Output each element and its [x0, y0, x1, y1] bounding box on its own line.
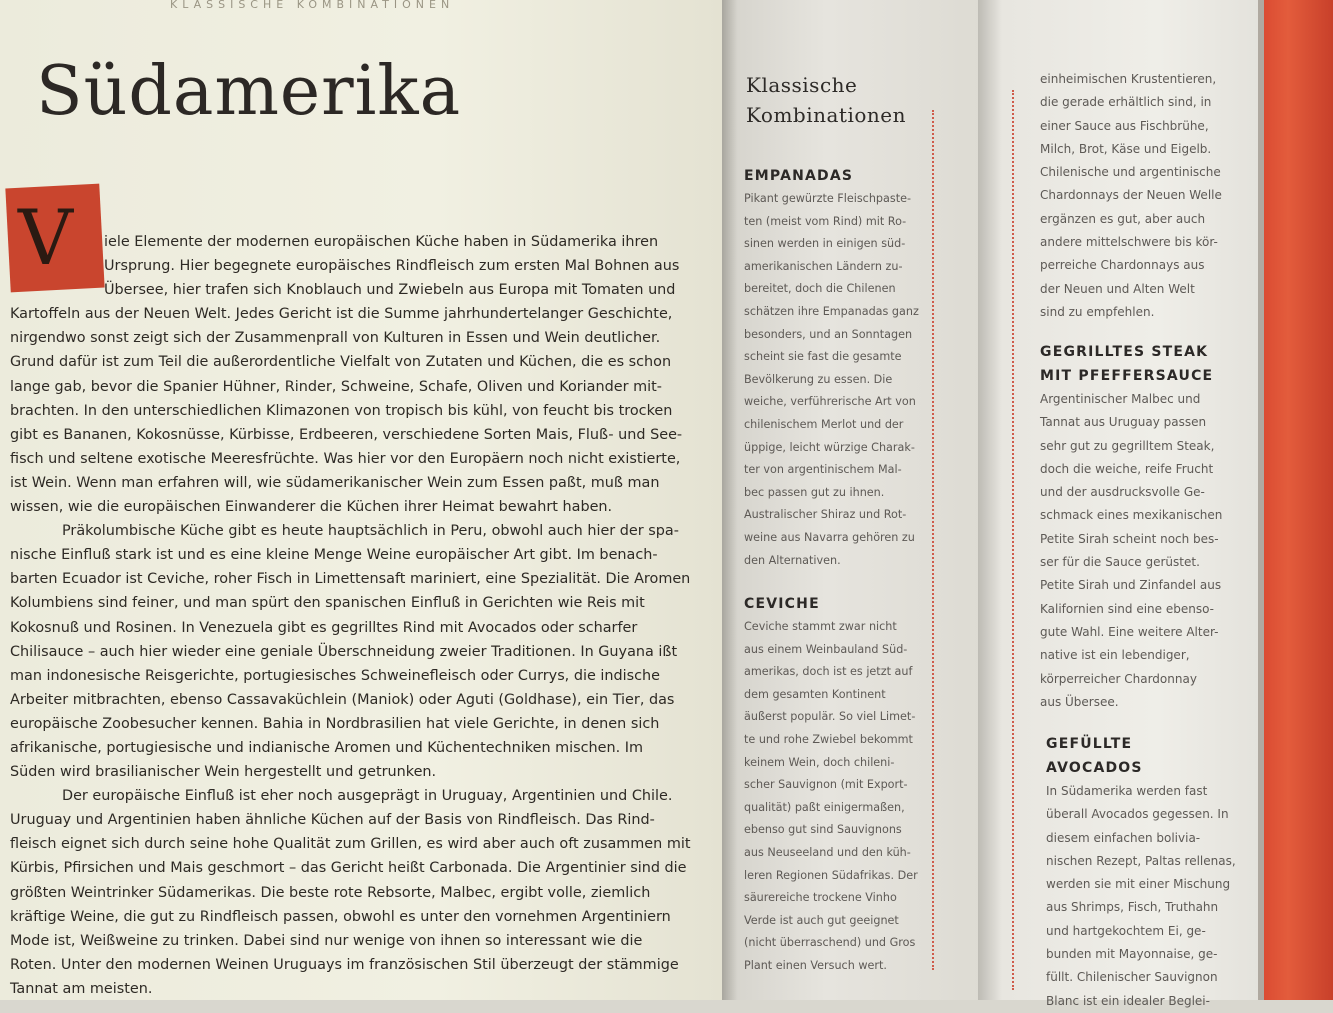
body-line: Süden wird brasilianischer Wein hergestellt und getrunken. [10, 764, 437, 781]
sidebar-page [722, 0, 982, 1000]
steak-line: körperreicher Chardonnay [1040, 671, 1197, 686]
body-line: nische Einfluß stark ist und es eine kleine Menge Weine europäischer Art gibt. Im benach- [10, 547, 658, 564]
body-line: fisch und seltene exotische Meeresfrüchte. Was hier vor den Europäern noch nicht existierte, [10, 450, 681, 467]
empanadas-heading: EMPANADAS [744, 168, 854, 184]
body-line: Grund dafür ist zum Teil die außerordentliche Vielfalt von Zutaten und Küchen, die es schon [10, 354, 672, 371]
body-line: Kartoffeln aus der Neuen Welt. Jedes Gericht ist die Summe jahrhundertelanger Geschichte, [10, 306, 673, 323]
body-line: Uruguay und Argentinien haben ähnliche Küchen auf der Basis von Rindfleisch. Das Rind- [10, 812, 655, 829]
empanadas-line: scheint sie fast die gesamte [744, 350, 902, 364]
avocados-line: diesem einfachen bolivia- [1046, 830, 1201, 845]
body-line: Übersee, hier trafen sich Knoblauch und Zwiebeln aus Europa mit Tomaten und [104, 282, 676, 299]
empanadas-line: Bevölkerung zu essen. Die [744, 372, 893, 386]
body-line: Präkolumbische Küche gibt es heute hauptsächlich in Peru, obwohl auch hier der spa- [62, 523, 679, 540]
steak-line: native ist ein lebendiger, [1040, 648, 1190, 663]
body-line: wissen, wie die europäischen Einwanderer die Küchen ihrer Heimat bewahrt haben. [10, 499, 613, 516]
continued-text [1040, 68, 1222, 324]
ceviche-line: leren Regionen Südafrikas. Der [744, 868, 918, 882]
steak-line: schmack eines mexikanischen [1040, 508, 1223, 523]
body-line: europäische Zoobesucher kennen. Bahia in Nordbrasilien hat viele Gerichte, in denen sich [10, 715, 660, 732]
body-line: gibt es Bananen, Kokosnüsse, Kürbisse, Erdbeeren, verschiedene Sorten Mais, Fluß- und See- [10, 426, 683, 443]
continued-line: einer Sauce aus Fischbrühe, [1040, 118, 1209, 133]
avocados-line: werden sie mit einer Mischung [1046, 877, 1231, 892]
body-line: Kokosnuß und Rosinen. In Venezuela gibt es gegrilltes Rind mit Avocados oder scharfer [10, 619, 638, 636]
body-line: Der europäische Einfluß ist eher noch ausgeprägt in Uruguay, Argentinien und Chile. [62, 788, 673, 805]
steak-line: gute Wahl. Eine weitere Alter- [1040, 624, 1219, 639]
body-line: afrikanische, portugiesische und indianische Aromen und Küchentechniken mischen. Im [10, 739, 644, 756]
body-line: iele Elemente der modernen europäischen Küche haben in Südamerika ihren [104, 234, 659, 250]
continued-line: Chardonnays der Neuen Welle [1040, 188, 1222, 203]
dropcap-letter: V [18, 193, 73, 282]
ceviche-line: te und rohe Zwiebel bekommt [744, 732, 913, 746]
body-line: Kolumbiens sind feiner, und man spürt den spanischen Einfluß in Gerichten wie Reis mit [10, 595, 645, 612]
continued-line: Milch, Brot, Käse und Eigelb. [1040, 141, 1212, 156]
empanadas-line: bereitet, doch die Chilenen [744, 282, 896, 296]
continued-line: die gerade erhältlich sind, in [1040, 95, 1212, 110]
body-line: Roten. Unter den modernen Weinen Uruguays im französischen Stil überzeugt der stämmige [10, 956, 679, 973]
body-line: nirgendwo sonst zeigt sich der Zusammenprall von Kulturen in Essen und Wein deutlicher. [10, 330, 661, 347]
steak-line: und der ausdrucksvolle Ge- [1040, 485, 1205, 500]
running-head: KLASSISCHE KOMBINATIONEN [170, 0, 455, 11]
avocados-heading-line1: GEFÜLLTE [1046, 736, 1133, 752]
empanadas-line: amerikanischen Ländern zu- [744, 259, 903, 273]
ceviche-line: keinem Wein, doch chileni- [744, 755, 895, 769]
empanadas-line: ten (meist vom Rind) mit Ro- [744, 214, 907, 228]
avocados-line: aus Shrimps, Fisch, Truthahn [1046, 900, 1219, 915]
avocados-line: Blanc ist ein idealer Beglei- [1046, 993, 1210, 1008]
red-book-edge [1258, 0, 1333, 1000]
ceviche-line: säurereiche trockene Vinho [744, 891, 897, 905]
ceviche-line: ebenso gut sind Sauvignons [744, 823, 902, 837]
body-line: Kürbis, Pfirsichen und Mais geschmort – das Gericht heißt Carbonada. Die Argentinier sind die [10, 860, 687, 877]
avocados-heading-line2: AVOCADOS [1046, 760, 1143, 776]
ceviche-line: dem gesamten Kontinent [744, 687, 886, 701]
ceviche-line: aus Neuseeland und den küh- [744, 845, 911, 859]
empanadas-line: weiche, verführerische Art von [744, 395, 916, 409]
steak-line: Tannat aus Uruguay passen [1040, 415, 1207, 430]
ceviche-line: scher Sauvignon (mit Export- [744, 778, 908, 792]
body-line: lange gab, bevor die Spanier Hühner, Rinder, Schweine, Schafe, Oliven und Koriander mit- [10, 378, 662, 395]
dotted-rule [1012, 90, 1014, 990]
empanadas-text [744, 188, 919, 572]
avocados-line: überall Avocados gegessen. In [1046, 807, 1229, 822]
continued-line: sind zu empfehlen. [1040, 304, 1155, 319]
empanadas-line: üppige, leicht würzige Charak- [744, 440, 915, 454]
avocados-text [1046, 780, 1236, 1013]
body-line: größten Weintrinker Südamerikas. Die beste rote Rebsorte, Malbec, ergibt volle, ziemlich [10, 884, 651, 901]
empanadas-line: chilenischem Merlot und der [744, 417, 904, 431]
ceviche-line: äußerst populär. So viel Limet- [744, 710, 916, 724]
body-line: man indonesische Reisgerichte, portugiesisches Schweinefleisch oder Currys, die indische [10, 667, 661, 684]
steak-section [1040, 340, 1222, 714]
empanadas-line: sinen werden in einigen süd- [744, 237, 906, 251]
empanadas-line: besonders, und an Sonntagen [744, 327, 913, 341]
ceviche-section [744, 592, 918, 978]
body-line: fleisch eignet sich durch seine hohe Qualität zum Grillen, es wird aber auch oft zusammen mit [10, 836, 691, 853]
body-line: Arbeiter mitbrachten, ebenso Cassavaküchlein (Maniok) oder Aguti (Goldhase), ein Tier, das [10, 691, 675, 708]
right-page [978, 0, 1278, 1008]
continued-line: Chilenische und argentinische [1040, 165, 1221, 180]
steak-line: Kalifornien sind eine ebenso- [1040, 601, 1214, 616]
body-line: Chilisauce – auch hier wieder eine geniale Überschneidung zweier Traditionen. In Guyana ißt [10, 643, 678, 660]
empanadas-line: Pikant gewürzte Fleischpaste- [744, 192, 911, 205]
page-title: Südamerika [36, 52, 462, 131]
continued-line: ergänzen es gut, aber auch [1040, 211, 1206, 226]
avocados-line: füllt. Chilenischer Sauvignon [1046, 970, 1218, 985]
continued-line: einheimischen Krustentieren, [1040, 72, 1217, 86]
body-line: ist Wein. Wenn man erfahren will, wie südamerikanischer Wein zum Essen paßt, muß man [10, 474, 660, 491]
avocados-line: nischen Rezept, Paltas rellenas, [1046, 853, 1236, 868]
body-line: brachten. In den unterschiedlichen Klimazonen von tropisch bis kühl, von feucht bis trocken [10, 402, 673, 419]
ceviche-line: qualität) paßt einigermaßen, [744, 800, 905, 814]
empanadas-line: weine aus Navarra gehören zu [744, 530, 915, 544]
continued-line: perreiche Chardonnays aus [1040, 258, 1205, 273]
steak-heading-line2: MIT PFEFFERSAUCE [1040, 368, 1214, 384]
ceviche-line: amerikas, doch ist es jetzt auf [744, 665, 913, 679]
ceviche-line: Ceviche stammt zwar nicht [744, 620, 897, 633]
body-line: Mode ist, Weißweine zu trinken. Dabei sind nur wenige von ihnen so interessant wie die [10, 932, 643, 949]
empanadas-line: bec passen gut zu ihnen. [744, 485, 885, 499]
dotted-rule [932, 110, 934, 970]
sidebar-title-line1: Klassische [746, 73, 858, 97]
empanadas-line: den Alternativen. [744, 553, 841, 567]
body-line: barten Ecuador ist Ceviche, roher Fisch in Limettensaft mariniert, eine Spezialität. Die Aromen [10, 571, 691, 588]
steak-line: Argentinischer Malbec und [1040, 392, 1201, 406]
ceviche-heading: CEVICHE [744, 596, 820, 612]
sidebar-title-line2: Kombinationen [746, 103, 906, 127]
body-line: Ursprung. Hier begegnete europäisches Rindfleisch zum ersten Mal Bohnen aus [104, 258, 680, 275]
avocados-section [1046, 732, 1236, 1013]
avocados-line: In Südamerika werden fast [1046, 784, 1208, 798]
empanadas-line: ter von argentinischem Mal- [744, 463, 902, 477]
steak-line: doch die weiche, reife Frucht [1040, 461, 1214, 476]
steak-line: Petite Sirah und Zinfandel aus [1040, 578, 1222, 593]
ceviche-line: (nicht überraschend) und Gros [744, 936, 916, 950]
steak-line: aus Übersee. [1040, 694, 1119, 709]
body-text [0, 230, 690, 1001]
ceviche-text [744, 616, 918, 978]
avocados-line: und hartgekochtem Ei, ge- [1046, 923, 1206, 938]
steak-text [1040, 388, 1222, 714]
empanadas-line: schätzen ihre Empanadas ganz [744, 304, 919, 318]
body-line: kräftige Weine, die gut zu Rindfleisch passen, obwohl es unter den vornehmen Argentiniern [10, 908, 671, 925]
empanadas-line: Australischer Shiraz und Rot- [744, 508, 907, 522]
steak-line: sehr gut zu gegrilltem Steak, [1040, 438, 1215, 453]
continued-line: der Neuen und Alten Welt [1040, 281, 1195, 296]
empanadas-section [744, 164, 919, 572]
ceviche-line: Verde ist auch gut geeignet [744, 913, 899, 927]
avocados-line: bunden mit Mayonnaise, ge- [1046, 947, 1218, 962]
steak-line: Petite Sirah scheint noch bes- [1040, 531, 1219, 546]
sidebar-title [746, 70, 906, 130]
ceviche-line: aus einem Weinbauland Süd- [744, 642, 908, 656]
steak-line: ser für die Sauce gerüstet. [1040, 555, 1200, 570]
ceviche-line: Plant einen Versuch wert. [744, 958, 887, 972]
continued-line: andere mittelschwere bis kör- [1040, 235, 1218, 250]
steak-heading-line1: GEGRILLTES STEAK [1040, 344, 1209, 360]
body-line: Tannat am meisten. [10, 980, 153, 997]
